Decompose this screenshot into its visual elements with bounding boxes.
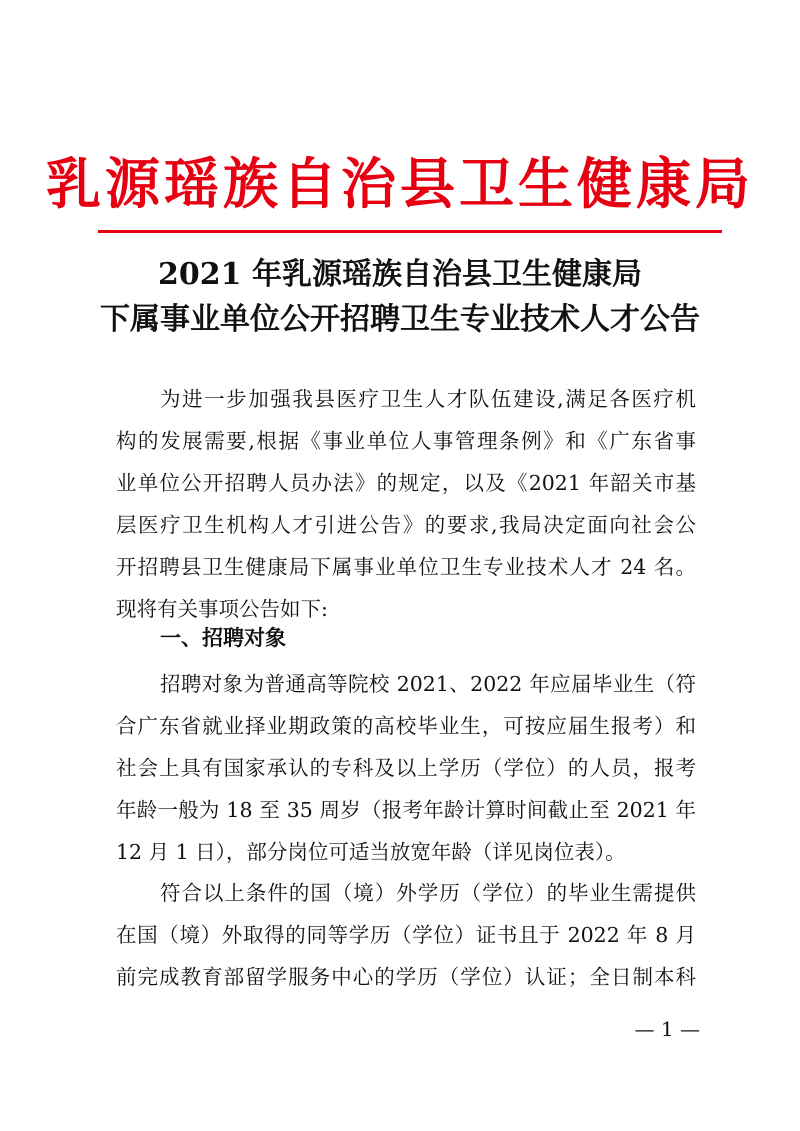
masthead-org-name: 乳源瑶族自治县卫生健康局 xyxy=(45,151,754,216)
paragraph-line: 社会上具有国家承认的专科及以上学历（学位）的人员，报考 xyxy=(116,756,696,780)
intro-paragraph xyxy=(116,378,696,630)
page-number: — 1 — xyxy=(634,1017,700,1041)
paragraph-line: 前完成教育部留学服务中心的学历（学位）认证；全日制本科 xyxy=(116,965,696,989)
document-title-line-2: 下属事业单位公开招聘卫生专业技术人才公告 xyxy=(100,302,700,337)
intro-line: 层医疗卫生机构人才引进公告》的要求,我局决定面向社会公 xyxy=(116,513,696,537)
paragraph-line: 招聘对象为普通高等院校 2021、2022 年应届毕业生（符 xyxy=(160,672,696,696)
intro-line: 构的发展需要,根据《事业单位人事管理条例》和《广东省事 xyxy=(116,429,696,453)
intro-line: 现将有关事项公告如下: xyxy=(116,597,328,621)
overseas-degree-paragraph xyxy=(116,872,696,998)
intro-line: 业单位公开招聘人员办法》的规定，以及《2021 年韶关市基 xyxy=(116,471,696,495)
section-heading-recruitment-targets: 一、招聘对象 xyxy=(160,626,286,650)
paragraph-line: 合广东省就业择业期政策的高校毕业生，可按应届生报考）和 xyxy=(116,714,696,738)
paragraph-line: 年龄一般为 18 至 35 周岁（报考年龄计算时间截止至 2021 年 xyxy=(116,798,696,822)
masthead-red-rule xyxy=(98,230,722,233)
paragraph-line: 在国（境）外取得的同等学历（学位）证书且于 2022 年 8 月 xyxy=(116,923,696,947)
paragraph-line: 符合以上条件的国（境）外学历（学位）的毕业生需提供 xyxy=(160,881,696,905)
document-title-line-1: 2021 年乳源瑶族自治县卫生健康局 xyxy=(158,257,642,292)
intro-line: 开招聘县卫生健康局下属事业单位卫生专业技术人才 24 名。 xyxy=(116,555,696,579)
paragraph-line: 12 月 1 日），部分岗位可适当放宽年龄（详见岗位表）。 xyxy=(116,840,626,864)
recruitment-targets-paragraph xyxy=(116,663,696,873)
intro-line: 为进一步加强我县医疗卫生人才队伍建设,满足各医疗机 xyxy=(160,387,696,411)
